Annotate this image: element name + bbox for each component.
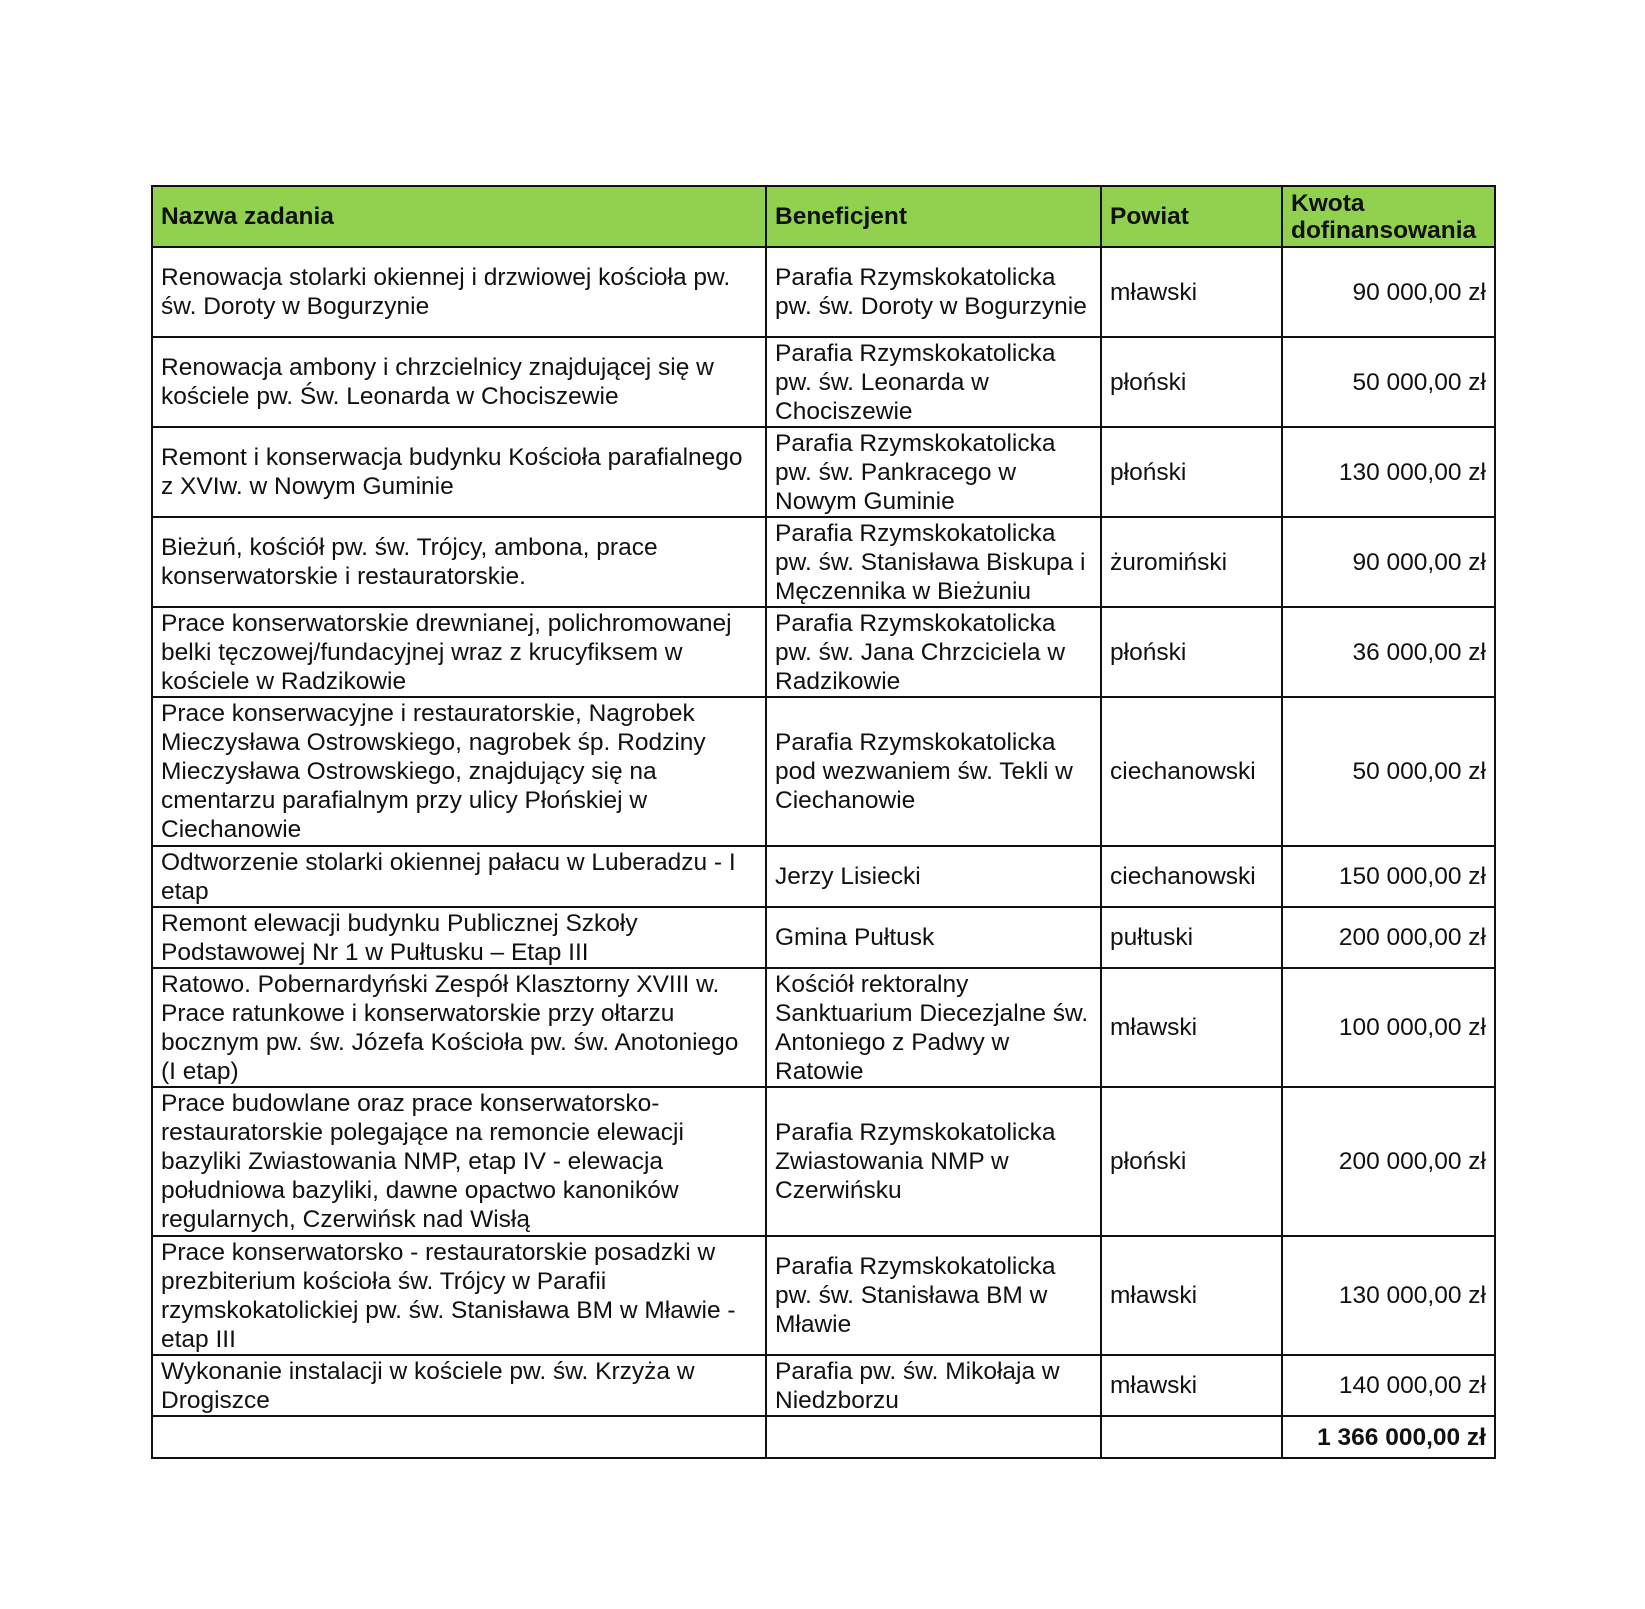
cell-district: ciechanowski (1101, 846, 1282, 907)
cell-district: pułtuski (1101, 907, 1282, 968)
cell-amount: 130 000,00 zł (1282, 1236, 1495, 1355)
header-beneficiary: Beneficjent (766, 186, 1101, 247)
total-spacer (766, 1416, 1101, 1458)
cell-amount: 50 000,00 zł (1282, 697, 1495, 846)
cell-district: płoński (1101, 427, 1282, 517)
cell-task: Prace konserwatorsko - restauratorskie posadzki w prezbiterium kościoła św. Trójcy w Parafii rzymskokatolickiej pw. św. Stanisława BM w Mławie - etap III (152, 1236, 766, 1355)
total-spacer (1101, 1416, 1282, 1458)
cell-amount: 36 000,00 zł (1282, 607, 1495, 697)
cell-task: Renowacja ambony i chrzcielnicy znajdującej się w kościele pw. Św. Leonarda w Chociszewie (152, 337, 766, 427)
cell-beneficiary: Parafia Rzymskokatolicka Zwiastowania NMP w Czerwińsku (766, 1087, 1101, 1236)
table-row (152, 907, 1495, 968)
cell-district: płoński (1101, 337, 1282, 427)
cell-task: Bieżuń, kościół pw. św. Trójcy, ambona, prace konserwatorskie i restauratorskie. (152, 517, 766, 607)
cell-amount: 90 000,00 zł (1282, 517, 1495, 607)
cell-task: Prace konserwacyjne i restauratorskie, Nagrobek Mieczysława Ostrowskiego, nagrobek śp. Rodziny Mieczysława Ostrowskiego, znajdujący się na cmentarzu parafialnym przy ulicy Płońskiej w Ciechanowie (152, 697, 766, 846)
cell-beneficiary: Parafia Rzymskokatolicka pw. św. Doroty w Bogurzynie (766, 247, 1101, 337)
cell-amount: 150 000,00 zł (1282, 846, 1495, 907)
cell-amount: 200 000,00 zł (1282, 1087, 1495, 1236)
cell-beneficiary: Parafia Rzymskokatolicka pw. św. Stanisława BM w Mławie (766, 1236, 1101, 1355)
cell-task: Prace konserwatorskie drewnianej, polichromowanej belki tęczowej/fundacyjnej wraz z krucyfiksem w kościele w Radzikowie (152, 607, 766, 697)
cell-amount: 50 000,00 zł (1282, 337, 1495, 427)
cell-task: Remont i konserwacja budynku Kościoła parafialnego z XVIw. w Nowym Guminie (152, 427, 766, 517)
cell-task: Wykonanie instalacji w kościele pw. św. Krzyża w Drogiszce (152, 1355, 766, 1416)
cell-district: płoński (1101, 607, 1282, 697)
cell-task: Odtworzenie stolarki okiennej pałacu w Luberadzu - I etap (152, 846, 766, 907)
header-task-name: Nazwa zadania (152, 186, 766, 247)
cell-amount: 100 000,00 zł (1282, 968, 1495, 1087)
cell-beneficiary: Jerzy Lisiecki (766, 846, 1101, 907)
cell-district: żuromiński (1101, 517, 1282, 607)
cell-beneficiary: Parafia Rzymskokatolicka pw. św. Leonarda w Chociszewie (766, 337, 1101, 427)
table-row (152, 607, 1495, 697)
cell-task: Remont elewacji budynku Publicznej Szkoły Podstawowej Nr 1 w Pułtusku – Etap III (152, 907, 766, 968)
total-spacer (152, 1416, 766, 1458)
table-row (152, 427, 1495, 517)
cell-beneficiary: Parafia Rzymskokatolicka pw. św. Stanisława Biskupa i Męczennika w Bieżuniu (766, 517, 1101, 607)
cell-district: ciechanowski (1101, 697, 1282, 846)
table-row (152, 337, 1495, 427)
table-row (152, 1355, 1495, 1416)
cell-beneficiary: Gmina Pułtusk (766, 907, 1101, 968)
cell-amount: 200 000,00 zł (1282, 907, 1495, 968)
cell-beneficiary: Kościół rektoralny Sanktuarium Diecezjalne św. Antoniego z Padwy w Ratowie (766, 968, 1101, 1087)
cell-amount: 90 000,00 zł (1282, 247, 1495, 337)
header-amount: Kwota dofinansowania (1282, 186, 1495, 247)
table-row (152, 968, 1495, 1087)
cell-district: mławski (1101, 1236, 1282, 1355)
table-row (152, 1087, 1495, 1236)
table-header-row (152, 186, 1495, 247)
table-row (152, 517, 1495, 607)
cell-beneficiary: Parafia Rzymskokatolicka pw. św. Jana Chrzciciela w Radzikowie (766, 607, 1101, 697)
grant-table-container (151, 185, 1494, 1459)
cell-district: mławski (1101, 247, 1282, 337)
total-row (152, 1416, 1495, 1458)
cell-amount: 140 000,00 zł (1282, 1355, 1495, 1416)
cell-task: Prace budowlane oraz prace konserwatorsko-restauratorskie polegające na remoncie elewacji bazyliki Zwiastowania NMP, etap IV - elewacja południowa bazyliki, dawne opactwo kanoników regularnych, Czerwińsk nad Wisłą (152, 1087, 766, 1236)
cell-district: płoński (1101, 1087, 1282, 1236)
total-amount: 1 366 000,00 zł (1282, 1416, 1495, 1458)
cell-amount: 130 000,00 zł (1282, 427, 1495, 517)
cell-task: Ratowo. Pobernardyński Zespół Klasztorny XVIII w. Prace ratunkowe i konserwatorskie przy ołtarzu bocznym pw. św. Józefa Kościoła pw. św. Anotoniego (I etap) (152, 968, 766, 1087)
table-body (152, 247, 1495, 1458)
cell-beneficiary: Parafia Rzymskokatolicka pw. św. Pankracego w Nowym Guminie (766, 427, 1101, 517)
header-district: Powiat (1101, 186, 1282, 247)
cell-beneficiary: Parafia pw. św. Mikołaja w Niedzborzu (766, 1355, 1101, 1416)
grant-table (151, 185, 1496, 1459)
cell-district: mławski (1101, 968, 1282, 1087)
table-row (152, 846, 1495, 907)
table-row (152, 247, 1495, 337)
cell-district: mławski (1101, 1355, 1282, 1416)
cell-task: Renowacja stolarki okiennej i drzwiowej kościoła pw. św. Doroty w Bogurzynie (152, 247, 766, 337)
table-row (152, 697, 1495, 846)
cell-beneficiary: Parafia Rzymskokatolicka pod wezwaniem św. Tekli w Ciechanowie (766, 697, 1101, 846)
table-row (152, 1236, 1495, 1355)
